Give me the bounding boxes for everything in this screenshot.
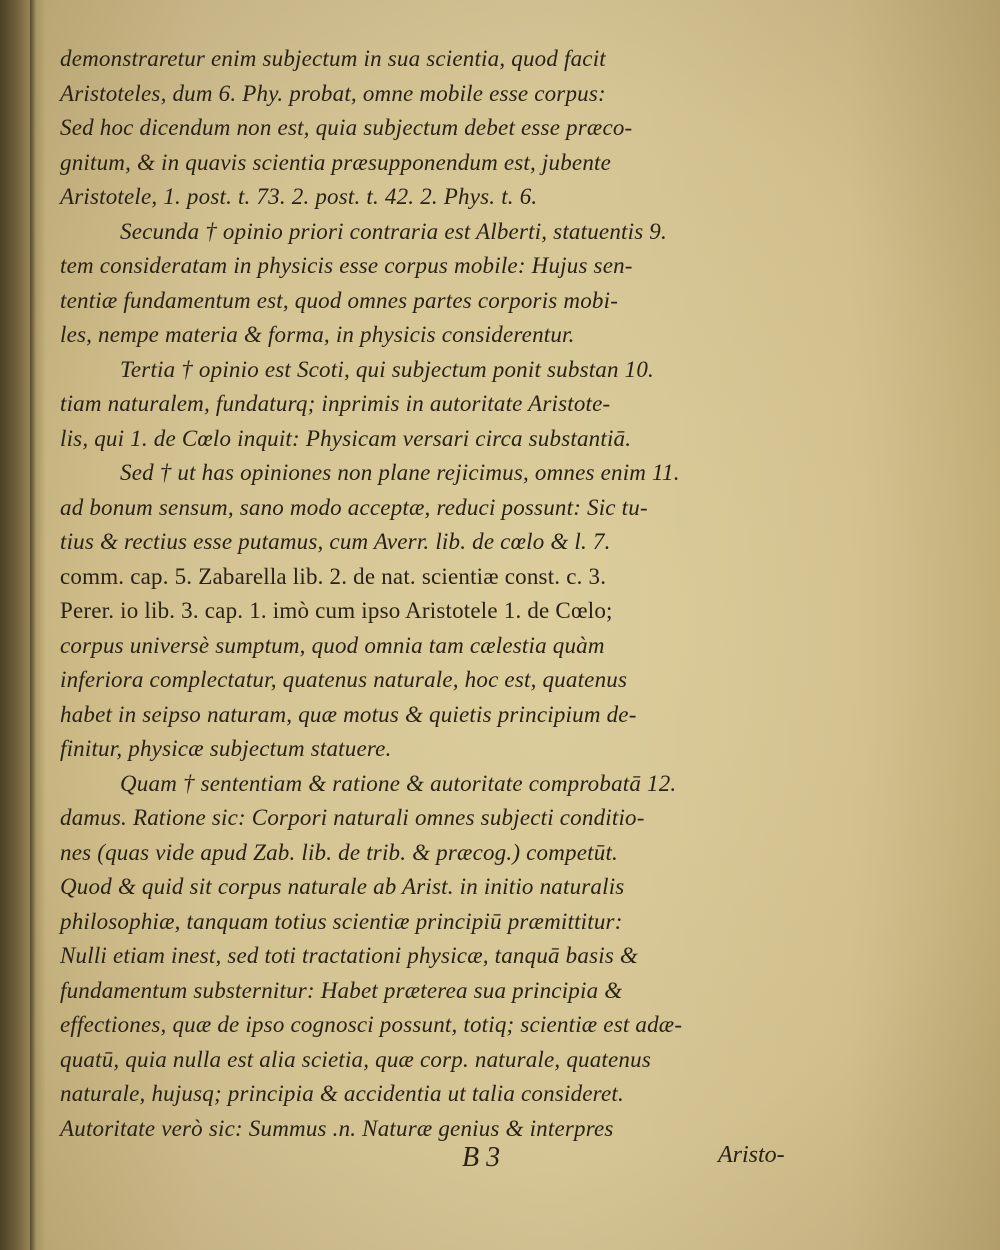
text-line: fundamentum substernitur: Habet præterea sua principia & xyxy=(60,977,623,1003)
text-line: Nulli etiam inest, sed toti tractationi physicæ, tanquā basis & xyxy=(60,943,639,968)
text-line: ad bonum sensum, sano modo acceptæ, reduci possunt: Sic tu- xyxy=(60,494,648,520)
text-line: Aristotele, 1. post. t. 73. 2. post. t. 42. 2. Phys. t. 6. xyxy=(60,184,538,209)
catchword: Aristo- xyxy=(718,1142,785,1168)
text-line: damus. Ratione sic: Corpori naturali omnes subjecti conditio- xyxy=(60,805,645,830)
text-line: Tertia † opinio est Scoti, qui subjectum ponit substan 10. xyxy=(120,356,655,382)
text-line: inferiora complectatur, quatenus naturale, hoc est, quatenus xyxy=(60,667,628,692)
text-line: philosophiæ, tanquam totius scientiæ principiū præmittitur: xyxy=(60,908,623,934)
text-line: quatū, quia nulla est alia scietia, quæ corp. naturale, quatenus xyxy=(60,1046,651,1072)
text-line: finitur, physicæ subjectum statuere. xyxy=(60,736,392,761)
text-line: tem consideratam in physicis esse corpus mobile: Hujus sen- xyxy=(60,253,633,278)
text-line: Quam † sententiam & ratione & autoritate comprobatā 12. xyxy=(120,770,677,796)
text-line: Autoritate verò sic: Summus .n. Naturæ genius & interpres xyxy=(60,1115,614,1141)
text-line: naturale, hujusq; principia & accidentia ut talia consideret. xyxy=(60,1081,624,1106)
text-line: effectiones, quæ de ipso cognosci possunt, totiq; scientiæ est adæ- xyxy=(60,1012,683,1037)
page-footer xyxy=(0,1142,1000,1182)
text-line: tius & rectius esse putamus, cum Averr. lib. de cœlo & l. 7. xyxy=(60,529,611,554)
text-line: Perer. io lib. 3. cap. 1. imò cum ipso Aristotele 1. de Cœlo; xyxy=(60,598,613,623)
text-line: habet in seipso naturam, quæ motus & quietis principium de- xyxy=(60,701,637,727)
text-line: Sed hoc dicendum non est, quia subjectum debet esse præco- xyxy=(60,115,633,140)
text-line: tentiæ fundamentum est, quod omnes partes corporis mobi- xyxy=(60,287,619,313)
text-line: demonstraretur enim subjectum in sua scientia, quod facit xyxy=(60,46,606,71)
text-line: nes (quas vide apud Zab. lib. de trib. & præcog.) competūt. xyxy=(60,839,618,865)
body-text xyxy=(60,42,860,1146)
text-line: Aristoteles, dum 6. Phy. probat, omne mobile esse corpus: xyxy=(60,80,606,106)
page-fold-shadow xyxy=(30,0,36,1250)
text-line: lis, qui 1. de Cœlo inquit: Physicam versari circa substantiā. xyxy=(60,425,632,451)
text-line: Sed † ut has opiniones non plane rejicimus, omnes enim 11. xyxy=(120,460,680,485)
text-line: les, nempe materia & forma, in physicis considerentur. xyxy=(60,322,575,347)
text-line: gnitum, & in quavis scientia præsupponendum est, jubente xyxy=(60,149,612,175)
text-line: Secunda † opinio priori contraria est Alberti, statuentis 9. xyxy=(120,218,667,244)
text-line: corpus universè sumptum, quod omnia tam cælestia quàm xyxy=(60,632,605,658)
text-line: tiam naturalem, fundaturq; inprimis in autoritate Aristote- xyxy=(60,391,611,416)
text-line: Quod & quid sit corpus naturale ab Arist. in initio naturalis xyxy=(60,874,625,899)
signature-mark: B 3 xyxy=(462,1142,501,1173)
book-gutter xyxy=(0,0,46,1250)
text-line: comm. cap. 5. Zabarella lib. 2. de nat. scientiæ const. c. 3. xyxy=(60,563,607,589)
